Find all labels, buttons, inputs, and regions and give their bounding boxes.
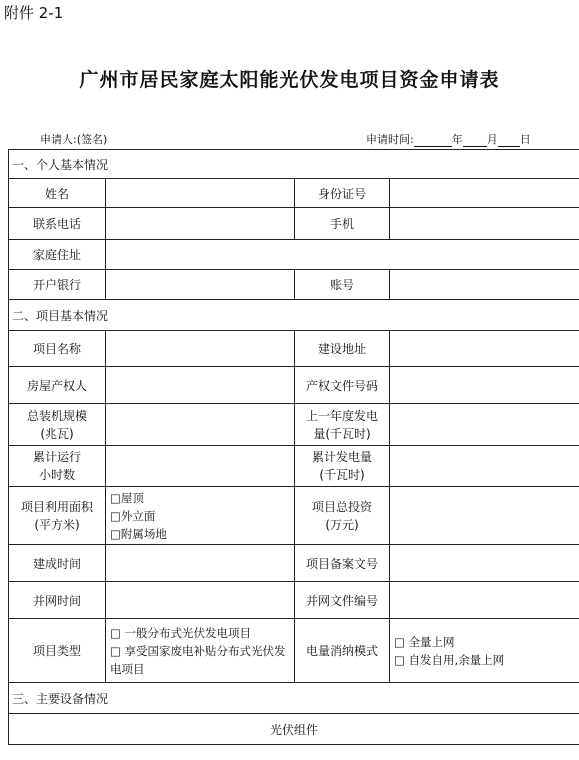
year-label: 年 (451, 133, 463, 146)
checkbox-general-distributed[interactable]: □ 一般分布式光伏发电项目 (110, 625, 252, 640)
month-label: 月 (486, 133, 498, 146)
mobile-field[interactable] (390, 208, 579, 240)
investment-field[interactable] (390, 487, 579, 545)
owner-label: 房屋产权人 (9, 367, 106, 404)
page-title: 广州市居民家庭太阳能光伏发电项目资金申请表 (79, 69, 500, 91)
section-equipment-info: 三、主要设备情况 (9, 683, 579, 714)
build-time-label: 建成时间 (9, 545, 106, 582)
property-doc-field[interactable] (390, 367, 579, 404)
project-name-field[interactable] (106, 331, 295, 367)
last-year-gen-unit: 量(千瓦时) (313, 426, 371, 441)
grid-doc-field[interactable] (390, 582, 579, 619)
grid-time-field[interactable] (106, 582, 295, 619)
apply-time (366, 131, 531, 147)
investment-text: 项目总投资 (311, 499, 372, 514)
grid-doc-label: 并网文件编号 (295, 582, 390, 619)
section-project-info: 二、项目基本情况 (9, 300, 579, 331)
phone-label: 联系电话 (9, 208, 106, 240)
property-doc-label: 产权文件号码 (295, 367, 390, 404)
build-address-label: 建设地址 (295, 331, 390, 367)
account-label: 账号 (295, 270, 390, 300)
owner-field[interactable] (106, 367, 295, 404)
checkbox-subsidized-distributed[interactable]: □ 享受国家废电补贴分布式光伏发电项目 (110, 643, 286, 676)
total-gen-label (295, 446, 390, 487)
checkbox-full-grid[interactable]: □ 全量上网 (394, 634, 455, 649)
capacity-label (9, 404, 106, 446)
checkbox-self-use-surplus-grid[interactable]: □ 自发自用,余量上网 (394, 652, 505, 667)
last-year-gen-text: 上一年度发电 (305, 408, 378, 423)
consumption-mode-label: 电量消纳模式 (295, 619, 390, 683)
project-type-label: 项目类型 (9, 619, 106, 683)
name-label: 姓名 (9, 179, 106, 208)
year-blank[interactable] (414, 135, 452, 147)
address-field[interactable] (106, 240, 579, 270)
checkbox-attached-site[interactable]: □附属场地 (110, 526, 167, 541)
name-field[interactable] (106, 179, 295, 208)
pv-module-header: 光伏组件 (9, 714, 579, 745)
build-time-field[interactable] (106, 545, 295, 582)
capacity-text: 总装机规模 (26, 408, 87, 423)
application-form-table (8, 149, 579, 745)
month-blank[interactable] (463, 135, 487, 147)
bank-label: 开户银行 (9, 270, 106, 300)
area-label (9, 487, 106, 545)
address-label: 家庭住址 (9, 240, 106, 270)
section-personal-info: 一、个人基本情况 (9, 150, 579, 179)
capacity-field[interactable] (106, 404, 295, 446)
total-gen-text: 累计发电量 (311, 450, 372, 464)
checkbox-facade[interactable]: □外立面 (110, 508, 156, 523)
filing-no-label: 项目备案文号 (295, 545, 390, 582)
filing-no-field[interactable] (390, 545, 579, 582)
build-address-field[interactable] (390, 331, 579, 367)
last-year-gen-field[interactable] (390, 404, 579, 446)
id-number-field[interactable] (390, 179, 579, 208)
bank-field[interactable] (106, 270, 295, 300)
last-year-gen-label (295, 404, 390, 446)
run-hours-field[interactable] (106, 446, 295, 487)
capacity-unit: (兆瓦) (40, 426, 74, 441)
attachment-label: 附件 2-1 (4, 4, 64, 22)
area-text: 项目利用面积 (20, 499, 93, 514)
area-unit: (平方米) (34, 517, 80, 532)
applicant-signature-label: 申请人:(签名) (40, 133, 108, 146)
project-name-label: 项目名称 (9, 331, 106, 367)
project-type-options (106, 619, 295, 683)
area-options (106, 487, 295, 545)
consumption-mode-options (390, 619, 579, 683)
account-field[interactable] (390, 270, 579, 300)
day-label: 日 (519, 133, 531, 146)
investment-unit: (万元) (325, 517, 359, 532)
grid-time-label: 并网时间 (9, 582, 106, 619)
total-gen-unit: (千瓦时) (319, 468, 365, 482)
run-hours-unit: 小时数 (38, 468, 75, 482)
run-hours-text: 累计运行 (32, 450, 81, 464)
investment-label (295, 487, 390, 545)
id-number-label: 身份证号 (295, 179, 390, 208)
day-blank[interactable] (498, 135, 520, 147)
total-gen-field[interactable] (390, 446, 579, 487)
checkbox-roof[interactable]: □屋顶 (110, 490, 144, 505)
phone-field[interactable] (106, 208, 295, 240)
run-hours-label (9, 446, 106, 487)
mobile-label: 手机 (295, 208, 390, 240)
apply-time-label: 申请时间: (366, 133, 414, 146)
